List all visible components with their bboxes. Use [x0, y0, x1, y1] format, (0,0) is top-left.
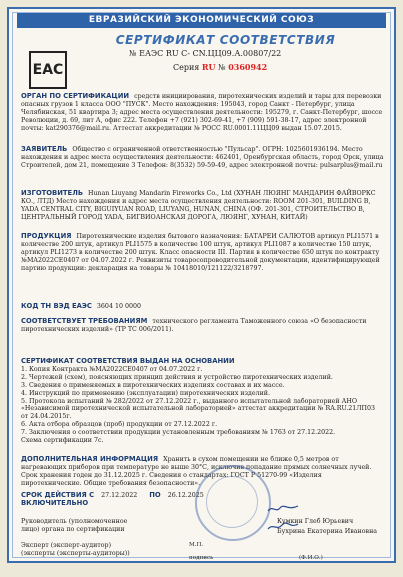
number-label: №: [218, 63, 226, 72]
sign-hint: подпись: [189, 555, 214, 561]
manufacturer-section: [21, 190, 384, 222]
head-block: [21, 518, 131, 534]
applicant-text: Общество с ограниченной ответственностью "Пульсар". ОГРН: 1025601936194. Место нахождения и адрес места осуществления деятельности: 462401, Оренбургская область, город Орск, улица Строителей, дом 21, помещение 3 Телефон: 8(3532) 59-59-49, адрес электронной почты: pulsarplus@mail.ru: [21, 146, 384, 169]
eac-logo: [29, 51, 67, 89]
tnved-section: [21, 303, 384, 311]
manufacturer-text: Hunan Liuyang Mandarin Fireworks Co., Ltd (ХУНАН ЛЮЯНГ МАНДАРИН ФАЙВОРКС КО., ЛТД) Место нахождения и адрес места осуществления деятельности: ROOM 201-301, BUILDING B, YADA CENTRAL CITY, BIGUIYUAN ROAD, LIUYANG, HUNAN, CHINA (ОФ. 201-301, СТРОИТЕЛЬСТВО B, ЦЕНТРАЛЬНЫЙ ГОРОД YADA, БИГВИОАНСКАЯ ДОРОГА, ЛЮЯНГ, ХУНАН, КИТАЙ): [21, 190, 376, 221]
basis-item: 6. Акта отбора образцов (проб) продукции от 27.12.2022 г.: [21, 421, 218, 429]
basis-label: СЕРТИФИКАТ СООТВЕТСТВИЯ ВЫДАН НА ОСНОВАНИИ: [21, 357, 235, 365]
additional-label: ДОПОЛНИТЕЛЬНАЯ ИНФОРМАЦИЯ: [21, 455, 159, 463]
additional-text: Хранить в сухом помещении не ближе 0,5 метров от нагревающих приборов при температуре не выше 30°С, исключив попадание прямых солнечных лучей. Срок хранения годен до 31.12.2025 г. Сведения о стандартах: ГОСТ Р 51270-99 «Изделия пиротехнические. Общие требования безопасности».: [21, 456, 372, 487]
seal-stamp-inner: [206, 476, 258, 528]
head-label: Руководитель (уполномоченное лицо) органа по сертификации: [21, 518, 128, 533]
validity-inclusive: ВКЛЮЧИТЕЛЬНО: [21, 498, 89, 507]
basis-item: 4. Инструкций по применению (эксплуатации) пиротехнических изделий.: [21, 389, 271, 397]
basis-section: [21, 358, 384, 445]
applicant-section: [21, 146, 384, 170]
organ-text: средств инициирования, пиротехнических изделий и тары для перевозки опасных грузов 1 класса ООО "ПУСК". Место нахождения: 195043, город Санкт - Петербург, улица Челябинская, 51 квартира 3; адрес места осуществления деятельности: 195279, г. Санкт-Петербург, шоссе Революции, д. 69, лит А, офис 222. Телефон +7 (921) 302-69-41, +7 (909) 591-38-17, адрес электронной почты: kat290376@mail.ru. Аттестат аккредитации № РОСС RU.0001.11ЦЦ09 выдан 15.07.2015.: [21, 93, 383, 132]
reg-label: № ЕАЭС: [129, 49, 164, 58]
expert-block: [21, 542, 141, 558]
mp-label: М.П.: [189, 542, 204, 548]
validity-to-label: ПО: [149, 491, 161, 499]
expert-label: Эксперт (эксперт-аудитор) (эксперты (эксперты-аудиторы)): [21, 542, 130, 557]
conformity-label: СООТВЕТСТВУЕТ ТРЕБОВАНИЯМ: [21, 317, 148, 325]
manufacturer-label: ИЗГОТОВИТЕЛЬ: [21, 189, 84, 197]
basis-item: 2. Чертежей (схем), поясняющих принцип действия и устройство пиротехнических изделий.: [21, 373, 333, 381]
certificate-page: [7, 7, 396, 563]
series-number: [173, 62, 267, 73]
organ-label: ОРГАН ПО СЕРТИФИКАЦИИ: [21, 92, 130, 100]
name-hint: (Ф.И.О.): [299, 555, 323, 561]
basis-item: 5. Протокола испытаний № 282/2022 от 27.12.2022 г., выданного испытательной лабораторией АНО «Независимой пиротехнической испытательной лабораторией» аттестат аккредитации № RA.RU.21ЛП03 от 24.04.2015г.: [21, 397, 376, 421]
registration-number: [129, 49, 281, 59]
applicant-label: ЗАЯВИТЕЛЬ: [21, 145, 68, 153]
head-name: Кумкин Глеб Юрьевич: [277, 518, 354, 525]
tnved-label: КОД ТН ВЭД ЕАЭС: [21, 302, 92, 310]
conformity-text: технического регламента Таможенного союза «О безопасности пиротехнических изделий» (ТР ТС 006/2011).: [21, 318, 367, 333]
head-signature: [267, 503, 299, 515]
basis-item: 7. Заключения о соответствии продукции установленным требованиям № 1763 от 27.12.2022.: [21, 429, 336, 437]
validity-label: СРОК ДЕЙСТВИЯ С: [21, 491, 95, 499]
basis-item: 3. Сведения о применяемых в пиротехнических изделиях составах и их массе.: [21, 381, 285, 389]
basis-item: 1. Копия Контракта №MA2022CE0407 от 04.07.2022 г.: [21, 365, 203, 373]
product-section: [21, 233, 384, 273]
reg-value: RU C- CN.ЦЦ09.А.00807/22: [165, 49, 282, 58]
basis-item: Схема сертификации 7с.: [21, 437, 104, 445]
product-label: ПРОДУКЦИЯ: [21, 232, 72, 240]
product-text: Пиротехнические изделия бытового назначения: БАТАРЕИ САЛЮТОВ артикул PLI1571 в количестве 200 штук, артикул PLI1575 в количестве 100 штук, артикул PLI1087 в количестве 150 штук, артикул PLI1273 в количестве 200 штук. Класс опасности III. Партия в количестве 650 штук по контракту №MA2022CE0407 от 04.07.2022 г. Реквизиты товаросопроводительной документации, идентифицирующей партию продукции: декларация на товары № 10418010/121122/3218797.: [21, 233, 380, 272]
conformity-section: [21, 318, 384, 334]
number-value: 0360942: [228, 62, 268, 72]
tnved-code: 3604 10 0000: [96, 303, 141, 310]
union-banner: ЕВРАЗИЙСКИЙ ЭКОНОМИЧЕСКИЙ СОЮЗ: [17, 13, 386, 28]
certificate-title: СЕРТИФИКАТ СООТВЕТСТВИЯ: [115, 33, 336, 47]
validity-from: 27.12.2022: [101, 492, 138, 499]
series-value: RU: [201, 62, 216, 72]
organ-section: [21, 93, 384, 133]
series-label: Серия: [173, 63, 200, 72]
expert-name: Бухрина Екатерина Ивановна: [277, 528, 378, 535]
eac-logo-text: ЕАС: [32, 62, 64, 78]
validity-to: 26.12.2025: [167, 492, 204, 499]
